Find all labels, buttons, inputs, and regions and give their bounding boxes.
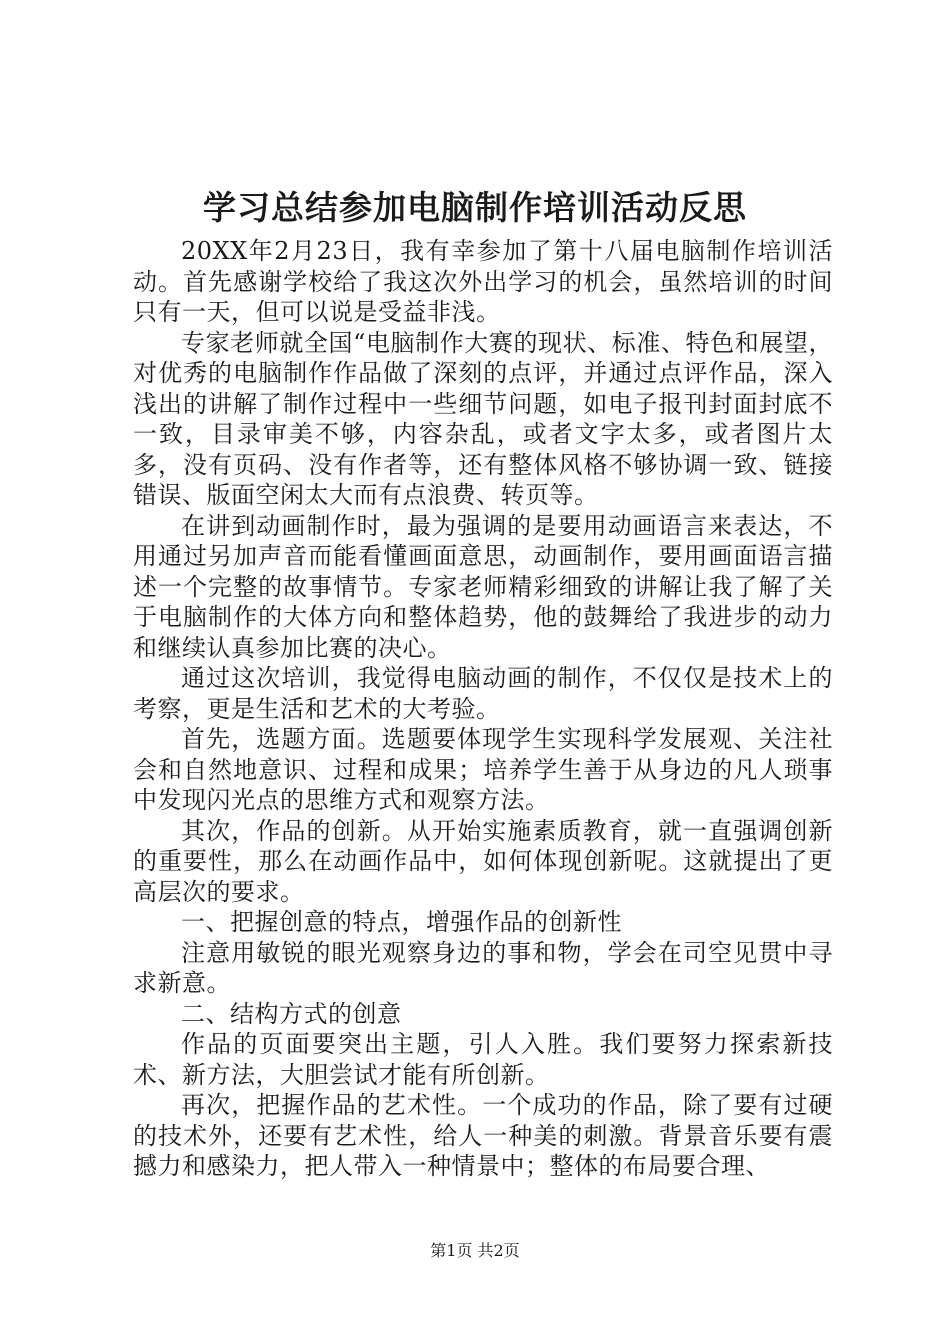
paragraph-7: 注意用敏锐的眼光观察身边的事和物，学会在司空见贯中寻求新意。 xyxy=(133,938,833,997)
paragraph-3: 在讲到动画制作时，最为强调的是要用动画语言来表达，不用通过另加声音而能看懂画面意思，动画制作，要用画面语言描述一个完整的故事情节。专家老师精彩细致的讲解让我了解了关于电脑制作的大体方向和整体趋势，他的鼓舞给了我进步的动力和继续认真参加比赛的决心。 xyxy=(133,511,833,662)
paragraph-4: 通过这次培训，我觉得电脑动画的制作，不仅仅是技术上的考察，更是生活和艺术的大考验。 xyxy=(133,664,833,723)
document-body xyxy=(133,236,833,1182)
paragraph-8: 作品的页面要突出主题，引人入胜。我们要努力探索新技术、新方法，大胆尝试才能有所创新。 xyxy=(133,1030,833,1089)
paragraph-5: 首先，选题方面。选题要体现学生实现科学发展观、关注社会和自然地意识、过程和成果；培养学生善于从身边的凡人琐事中发现闪光点的思维方式和观察方法。 xyxy=(133,725,833,814)
page-footer: 第1页 共2页 xyxy=(430,1241,520,1260)
paragraph-6: 其次，作品的创新。从开始实施素质教育，就一直强调创新的重要性，那么在动画作品中，如何体现创新呢。这就提出了更高层次的要求。 xyxy=(133,816,833,906)
paragraph-2: 专家老师就全国“电脑制作大赛的现状、标准、特色和展望，对优秀的电脑制作作品做了深刻的点评，并通过点评作品，深入浅出的讲解了制作过程中一些细节问题，如电子报刊封面封底不一致，目录审美不够，内容杂乱，或者文字太多，或者图片太多，没有页码、没有作者等，还有整体风格不够协调一致、链接错误、版面空闲太大而有点浪费、转页等。 xyxy=(133,328,833,509)
section-heading-2: 二、结构方式的创意 xyxy=(181,999,402,1028)
section-heading-1: 一、把握创意的特点，增强作品的创新性 xyxy=(181,908,622,936)
paragraph-9: 再次，把握作品的艺术性。一个成功的作品，除了要有过硬的技术外，还要有艺术性，给人一种美的刺激。背景音乐要有震撼力和感染力，把人带入一种情景中；整体的布局要合理、 xyxy=(133,1091,833,1180)
paragraph-1: 20XX年2月23日，我有幸参加了第十八届电脑制作培训活动。首先感谢学校给了我这次外出学习的机会，虽然培训的时间只有一天，但可以说是受益非浅。 xyxy=(133,237,833,326)
document-title: 学习总结参加电脑制作培训活动反思 xyxy=(203,188,747,227)
